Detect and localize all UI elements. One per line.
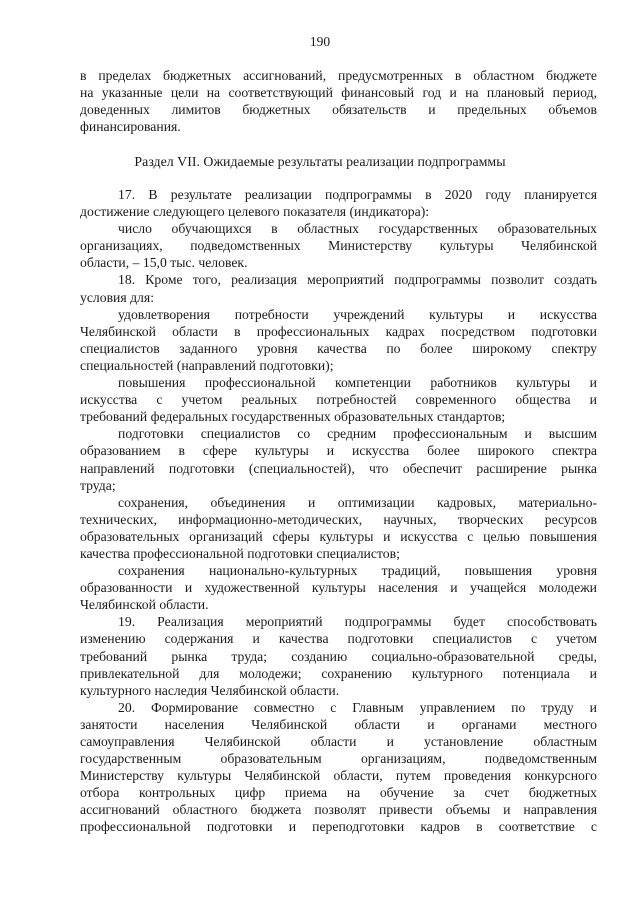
body-line: требований федеральных государственных образовательных стандартов;: [80, 409, 506, 425]
body-line: специалистов заданного уровня качества по более широкому спектру: [80, 340, 597, 356]
body-line: число обучающихся в областных государственных образовательных: [118, 221, 597, 237]
body-line: технических, информационно-методических, научных, творческих ресурсов: [80, 511, 597, 527]
body-line: труда;: [80, 477, 116, 493]
intro-line: на указанные цели на соответствующий финансовый год и на плановый период,: [80, 85, 597, 101]
body-line: сохранения национально-культурных традиций, повышения уровня: [118, 563, 597, 579]
body-line: 20. Формирование совместно с Главным управлением по труду и: [118, 699, 597, 715]
body-line: образованием в сфере культуры и искусства более широкого спектра: [80, 443, 597, 459]
body-line: изменению содержания и качества подготовки специалистов с учетом: [80, 631, 597, 647]
section-title: Раздел VII. Ожидаемые результаты реализации подпрограммы: [134, 155, 506, 170]
body-line: сохранения, объединения и оптимизации кадровых, материально-: [118, 494, 597, 510]
body-line: требований рынка труда; созданию социально-образовательной среды,: [80, 648, 597, 664]
body-line: качества профессиональной подготовки специалистов;: [80, 545, 400, 561]
body-line: направлений подготовки (специальностей), что обеспечит расширение рынка: [80, 460, 597, 476]
intro-line: в пределах бюджетных ассигнований, предусмотренных в областном бюджете: [80, 68, 597, 83]
body-line: самоуправления Челябинской области и установление областным: [80, 734, 597, 749]
body-line: организациях, подведомственных Министерству культуры Челябинской: [80, 238, 597, 254]
intro-line: доведенных лимитов бюджетных обязательств и предельных объемов: [80, 102, 597, 118]
body-line: 19. Реализация мероприятий подпрограммы будет способствовать: [118, 614, 597, 630]
intro-line: финансирования.: [80, 119, 181, 135]
body-line: Челябинской области.: [80, 597, 209, 613]
body-line: культурного наследия Челябинской области.: [80, 682, 340, 698]
page-number: 190: [309, 34, 331, 49]
body-line: подготовки специалистов со средним профессиональным и высшим: [118, 426, 597, 442]
body-line: Челябинской области в профессиональных кадрах посредством подготовки: [80, 323, 597, 339]
body-line: государственным образовательным организациям, подведомственным: [80, 751, 597, 767]
body-line: 18. Кроме того, реализация мероприятий подпрограммы позволит создать: [118, 272, 597, 288]
body-line: образованности и художественной культуры населения и учащейся молодежи: [80, 580, 597, 596]
body-line: 17. В результате реализации подпрограммы в 2020 году планируется: [118, 187, 597, 202]
body-line: области, – 15,0 тыс. человек.: [80, 255, 248, 271]
body-line: профессиональной подготовки и переподготовки кадров в соответствие с: [80, 819, 597, 835]
body-line: занятости населения Челябинской области и органами местного: [80, 716, 597, 732]
body-line: удовлетворения потребности учреждений культуры и искусства: [118, 306, 597, 322]
body-line: Министерству культуры Челябинской области, путем проведения конкурсного: [80, 768, 597, 784]
body-line: искусства с учетом реальных потребностей современного общества и: [80, 392, 597, 408]
body-line: условия для:: [80, 289, 154, 305]
body-line: отбора контрольных цифр приема на обучение за счет бюджетных: [80, 785, 597, 801]
body-line: специальностей (направлений подготовки);: [80, 357, 334, 373]
body-line: повышения профессиональной компетенции работников культуры и: [118, 375, 597, 391]
body-line: достижение следующего целевого показателя (индикатора):: [80, 204, 430, 220]
intro-paragraph: [80, 67, 597, 135]
body-line: образовательных организаций сферы культуры и искусства с целью повышения: [80, 528, 597, 544]
body-line: привлекательной для молодежи; сохранению культурного потенциала и: [80, 665, 597, 681]
body-line: ассигнований областного бюджета позволят привести объемы и направления: [80, 802, 597, 818]
body-text: [80, 186, 597, 836]
